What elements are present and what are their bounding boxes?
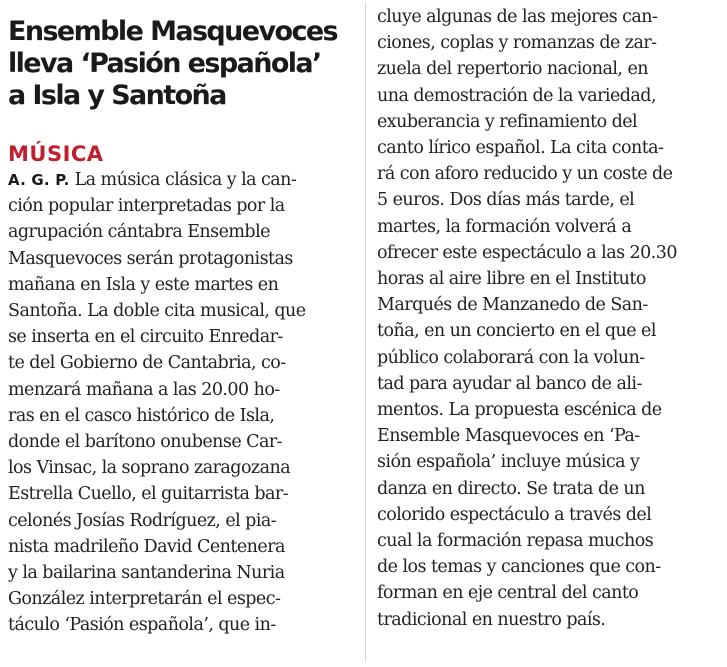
body-line: ción popular interpretadas por la	[8, 196, 285, 217]
body-line: Estrella Cuello, el guitarrista bar-	[8, 484, 289, 505]
body-line: horas al aire libre en el Instituto	[377, 269, 646, 290]
body-line: González interpretarán el espec-	[8, 589, 281, 610]
body-line: nista madrileño David Centenera	[8, 536, 285, 557]
body-line: público colaborará con la volun-	[377, 347, 645, 368]
body-line: ofrecer este espectáculo a las 20.30	[377, 242, 677, 263]
body-line: menzará mañana a las 20.00 ho-	[8, 379, 280, 400]
body-line: sión española’ incluye música y	[377, 452, 640, 473]
article-body-right	[377, 4, 721, 633]
body-line: danza en directo. Se trata de un	[377, 478, 645, 499]
byline: A. G. P.	[8, 171, 70, 189]
body-line	[8, 167, 360, 193]
body-line: cluye algunas de las mejores can-	[377, 7, 658, 27]
body-line: rá con aforo reducido y un coste de	[377, 164, 673, 185]
body-line: Ensemble Masquevoces en ‘Pa-	[377, 426, 640, 447]
column-divider	[365, 2, 366, 662]
body-line: tad para ayudar al banco de ali-	[377, 373, 642, 394]
body-line: una demostración de la variedad,	[377, 85, 656, 106]
body-line: exuberancia y refinamiento del	[377, 111, 638, 132]
body-line: donde el barítono onubense Car-	[8, 432, 283, 453]
right-column	[377, 0, 721, 633]
body-line: los Vinsac, la soprano zaragozana	[8, 458, 291, 479]
body-line: forman en eje central del canto	[377, 583, 639, 604]
body-line: Masquevoces serán protagonistas	[8, 248, 293, 269]
body-line: 5 euros. Dos días más tarde, el	[377, 190, 635, 211]
headline-line: lleva ‘Pasión española’	[8, 48, 321, 79]
body-line: se inserta en el circuito Enredar-	[8, 327, 283, 348]
headline-line: a Isla y Santoña	[8, 80, 226, 111]
section-label: MÚSICA	[8, 142, 104, 166]
body-line: agrupación cántabra Ensemble	[8, 222, 270, 243]
left-column	[8, 0, 360, 639]
body-line: táculo ‘Pasión española’, que in-	[8, 615, 276, 636]
body-line: colorido espectáculo a través del	[377, 504, 652, 525]
body-line: cual la formación repasa muchos	[377, 531, 654, 552]
body-line: mentos. La propuesta escénica de	[377, 400, 662, 421]
body-line: zuela del repertorio nacional, en	[377, 59, 648, 80]
body-line: y la bailarina santanderina Nuria	[8, 563, 285, 584]
article-body-left	[8, 167, 360, 639]
body-line-text: La música clásica y la can-	[74, 170, 297, 190]
body-line: celonés Josías Rodríguez, el pia-	[8, 510, 277, 531]
headline	[8, 16, 360, 112]
body-line: canto lírico español. La cita conta-	[377, 138, 664, 159]
body-line: te del Gobierno de Cantabria, co-	[8, 353, 286, 374]
body-line: toña, en un concierto en el que el	[377, 321, 656, 342]
body-line: ciones, coplas y romanzas de zar-	[377, 33, 657, 54]
body-line: martes, la formación volverá a	[377, 216, 632, 237]
body-line: mañana en Isla y este martes en	[8, 274, 279, 295]
body-line: de los temas y canciones que con-	[377, 557, 661, 578]
body-line: ras en el casco histórico de Isla,	[8, 405, 275, 426]
headline-line: Ensemble Masquevoces	[8, 16, 338, 47]
body-line: Marqués de Manzanedo de San-	[377, 295, 648, 316]
body-line: tradicional en nuestro país.	[377, 609, 606, 630]
body-line: Santoña. La doble cita musical, que	[8, 301, 306, 322]
